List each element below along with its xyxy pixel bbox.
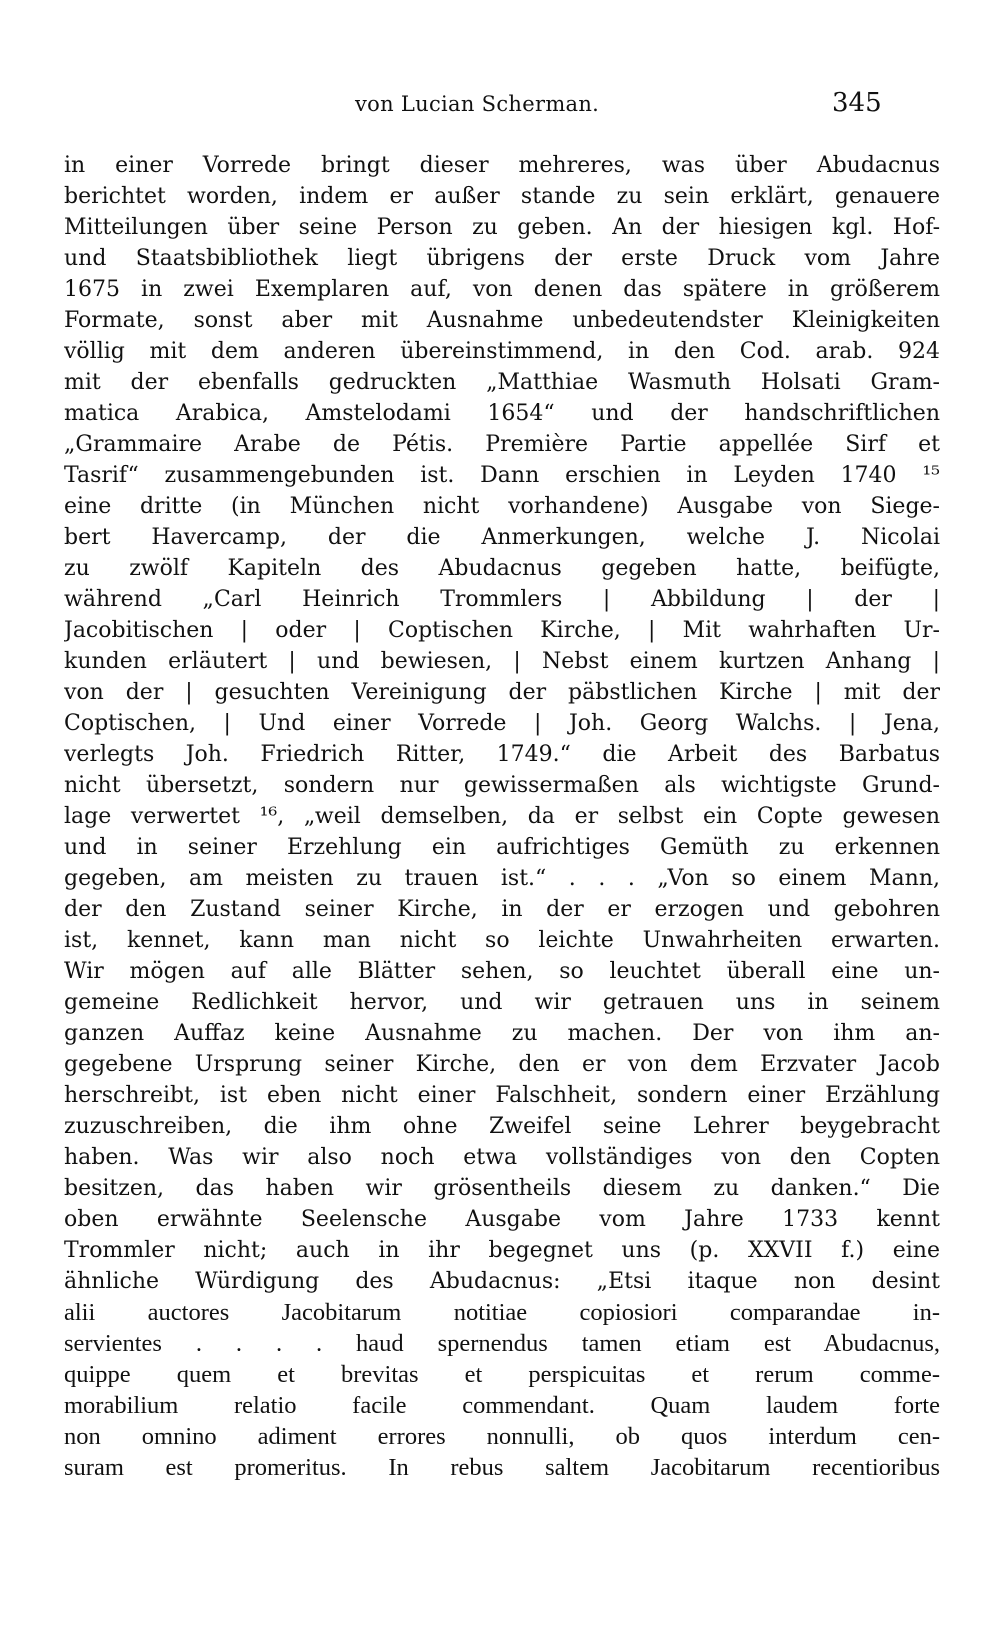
text-line: gegebene Ursprung seiner Kirche, den er von dem Erzvater Jacob bbox=[64, 1052, 940, 1077]
text-line: zu zwölf Kapiteln des Abudacnus gegeben hatte, beifügte, bbox=[64, 556, 940, 581]
text-line: herschreibt, ist eben nicht einer Falschheit, sondern einer Erzählung bbox=[64, 1083, 940, 1108]
text-line: verlegts Joh. Friedrich Ritter, 1749.“ die Arbeit des Barbatus bbox=[64, 742, 940, 767]
text-line: Jacobitischen | oder | Coptischen Kirche, | Mit wahrhaften Ur- bbox=[64, 618, 940, 643]
text-line: und in seiner Erzehlung ein aufrichtiges Gemüth zu erkennen bbox=[64, 835, 940, 860]
page-number: 345 bbox=[832, 88, 882, 118]
text-line: morabilium relatio facile commendant. Quam laudem forte bbox=[64, 1392, 940, 1419]
text-line: besitzen, das haben wir grösentheils diesem zu danken.“ Die bbox=[64, 1176, 940, 1201]
text-line: Formate, sonst aber mit Ausnahme unbedeutendster Kleinigkeiten bbox=[64, 308, 940, 333]
text-line: ähnliche Würdigung des Abudacnus: „Etsi itaque non desint bbox=[64, 1269, 940, 1294]
running-head bbox=[0, 86, 1000, 126]
text-line: lage verwertet ¹⁶, „weil demselben, da er selbst ein Copte gewesen bbox=[64, 804, 940, 829]
text-line: eine dritte (in München nicht vorhandene) Ausgabe von Siege- bbox=[64, 494, 940, 519]
text-line: zuzuschreiben, die ihm ohne Zweifel seine Lehrer beygebracht bbox=[64, 1114, 940, 1139]
text-line: berichtet worden, indem er außer stande zu sein erklärt, genauere bbox=[64, 184, 940, 209]
text-line: 1675 in zwei Exemplaren auf, von denen das spätere in größerem bbox=[64, 277, 940, 302]
text-line: während „Carl Heinrich Trommlers | Abbildung | der | bbox=[64, 587, 940, 612]
text-line: bert Havercamp, der die Anmerkungen, welche J. Nicolai bbox=[64, 525, 940, 550]
text-line: Trommler nicht; auch in ihr begegnet uns (p. XXVII f.) eine bbox=[64, 1238, 940, 1263]
text-line: „Grammaire Arabe de Pétis. Première Partie appellée Sirf et bbox=[64, 432, 940, 457]
text-line: völlig mit dem anderen übereinstimmend, in den Cod. arab. 924 bbox=[64, 339, 940, 364]
text-line: ganzen Auffaz keine Ausnahme zu machen. Der von ihm an- bbox=[64, 1021, 940, 1046]
text-line: suram est promeritus. In rebus saltem Jacobitarum recentioribus bbox=[64, 1454, 940, 1481]
text-line: Tasrif“ zusammengebunden ist. Dann erschien in Leyden 1740 ¹⁵ bbox=[64, 463, 940, 488]
text-line: haben. Was wir also noch etwa vollständiges von den Copten bbox=[64, 1145, 940, 1170]
text-line: der den Zustand seiner Kirche, in der er erzogen und gebohren bbox=[64, 897, 940, 922]
text-line: quippe quem et brevitas et perspicuitas et rerum comme- bbox=[64, 1361, 940, 1388]
text-line: servientes . . . . haud spernendus tamen etiam est Abudacnus, bbox=[64, 1330, 940, 1357]
text-line: matica Arabica, Amstelodami 1654“ und der handschriftlichen bbox=[64, 401, 940, 426]
text-line: kunden erläutert | und bewiesen, | Nebst einem kurtzen Anhang | bbox=[64, 649, 940, 674]
text-line: und Staatsbibliothek liegt übrigens der erste Druck vom Jahre bbox=[64, 246, 940, 271]
text-line: Coptischen, | Und einer Vorrede | Joh. Georg Walchs. | Jena, bbox=[64, 711, 940, 736]
running-title: von Lucian Scherman. bbox=[355, 92, 600, 116]
text-line: Wir mögen auf alle Blätter sehen, so leuchtet überall eine un- bbox=[64, 959, 940, 984]
text-line: gemeine Redlichkeit hervor, und wir getrauen uns in seinem bbox=[64, 990, 940, 1015]
text-line: nicht übersetzt, sondern nur gewissermaßen als wichtigste Grund- bbox=[64, 773, 940, 798]
text-line: ist, kennet, kann man nicht so leichte Unwahrheiten erwarten. bbox=[64, 928, 940, 953]
text-line: alii auctores Jacobitarum notitiae copiosiori comparandae in- bbox=[64, 1299, 940, 1326]
text-line: non omnino adiment errores nonnulli, ob quos interdum cen- bbox=[64, 1423, 940, 1450]
body-text bbox=[64, 150, 940, 1483]
text-line: von der | gesuchten Vereinigung der päbstlichen Kirche | mit der bbox=[64, 680, 940, 705]
text-line: Mitteilungen über seine Person zu geben. An der hiesigen kgl. Hof- bbox=[64, 215, 940, 240]
text-line: oben erwähnte Seelensche Ausgabe vom Jahre 1733 kennt bbox=[64, 1207, 940, 1232]
text-line: mit der ebenfalls gedruckten „Matthiae Wasmuth Holsati Gram- bbox=[64, 370, 940, 395]
text-line: gegeben, am meisten zu trauen ist.“ . . . „Von so einem Mann, bbox=[64, 866, 940, 891]
text-line: in einer Vorrede bringt dieser mehreres, was über Abudacnus bbox=[64, 153, 940, 178]
